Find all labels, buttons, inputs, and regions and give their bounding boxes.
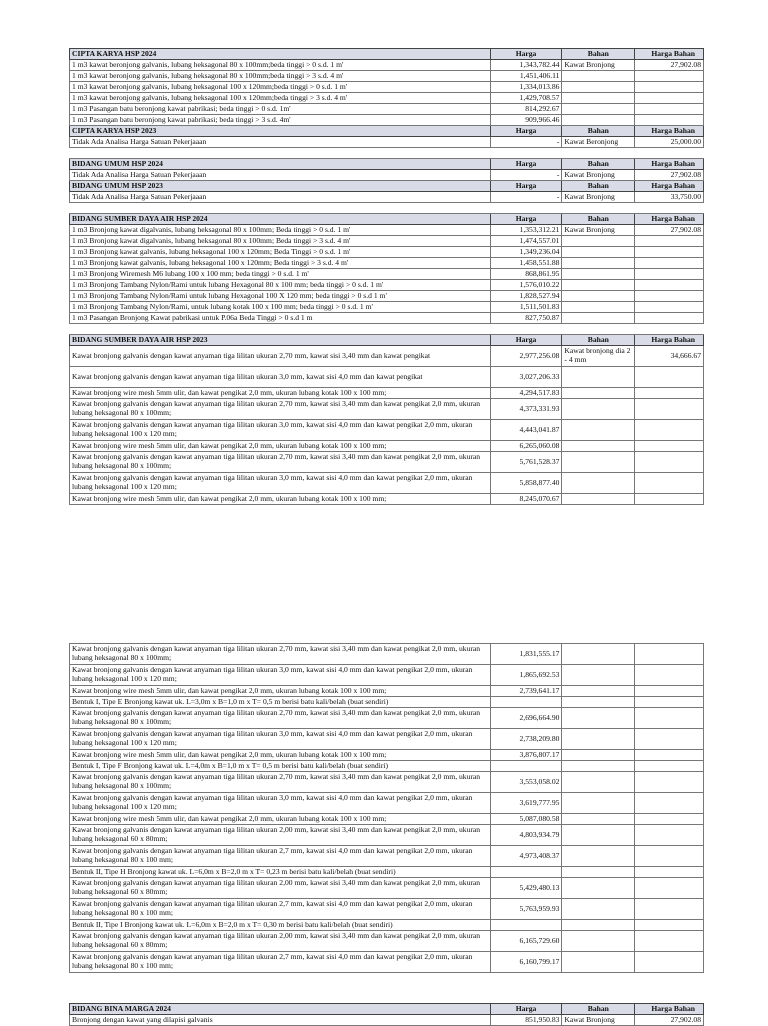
price-cell: 4,973,408.37 bbox=[490, 846, 562, 867]
spacer-cell bbox=[70, 148, 704, 159]
table-row bbox=[70, 137, 704, 148]
table-row bbox=[70, 441, 704, 452]
price-cell: 4,294,517.83 bbox=[490, 388, 562, 399]
description-cell: 1 m3 Pasangan batu beronjong kawat pabrikasi; beda tinggi > 3 s.d. 4m' bbox=[70, 115, 491, 126]
material-cell bbox=[562, 104, 635, 115]
table-row bbox=[70, 93, 704, 104]
description-cell: 1 m3 kawat beronjong galvanis, lubang heksagonal 100 x 120mm;beda tinggi > 3 s.d. 4 m' bbox=[70, 93, 491, 104]
section-header-row bbox=[70, 49, 704, 60]
price-cell: 2,738,209.80 bbox=[490, 729, 562, 750]
price-table-page-1 bbox=[69, 48, 704, 505]
column-header: Bahan bbox=[562, 181, 635, 192]
spacer-cell bbox=[70, 203, 704, 214]
table-row bbox=[70, 388, 704, 399]
description-cell: 1 m3 Bronjong kawat digalvanis, lubang heksagonal 80 x 100mm; Beda tinggi > 0 s.d. 1 m' bbox=[70, 225, 491, 236]
sheet-block-page-2 bbox=[69, 643, 704, 973]
material-cell bbox=[562, 772, 635, 793]
material-price-cell: 33,750.00 bbox=[635, 192, 704, 203]
table-row bbox=[70, 60, 704, 71]
material-cell bbox=[562, 920, 635, 931]
description-cell: 1 m3 kawat beronjong galvanis, lubang heksagonal 100 x 120mm;beda tinggi > 0 s.d. 1 m' bbox=[70, 82, 491, 93]
material-cell bbox=[562, 644, 635, 665]
material-cell: Kawat Bronjong bbox=[562, 192, 635, 203]
description-cell: 1 m3 Bronjong Tambang Nylon/Rami untuk lubang Hexagonal 80 x 100 mm; beda tinggi > 0 s.d. 1 m' bbox=[70, 280, 491, 291]
section-title: CIPTA KARYA HSP 2024 bbox=[70, 49, 491, 60]
table-row bbox=[70, 71, 704, 82]
column-header: Harga Bahan bbox=[635, 49, 704, 60]
material-price-cell bbox=[635, 846, 704, 867]
description-cell: Kawat bronjong galvanis dengan kawat anyaman tiga lilitan ukuran 2,70 mm, kawat sisi 3,40 mm dan kawat pengikat 2,0 mm, ukuran lubang heksagonal 80 x 100mm; bbox=[70, 644, 491, 665]
description-cell: 1 m3 kawat beronjong galvanis, lubang heksagonal 80 x 100mm;beda tinggi > 0 s.d. 1 m' bbox=[70, 60, 491, 71]
material-price-cell bbox=[635, 644, 704, 665]
price-cell: 5,087,080.58 bbox=[490, 814, 562, 825]
section-header-row bbox=[70, 335, 704, 346]
sheet-block-page-1 bbox=[69, 48, 704, 505]
material-cell bbox=[562, 93, 635, 104]
material-price-cell bbox=[635, 269, 704, 280]
material-price-cell bbox=[635, 814, 704, 825]
price-cell: 1,451,406.11 bbox=[490, 71, 562, 82]
section-header-row bbox=[70, 126, 704, 137]
table-row bbox=[70, 772, 704, 793]
table-row bbox=[70, 825, 704, 846]
material-cell bbox=[562, 793, 635, 814]
material-cell bbox=[562, 441, 635, 452]
material-price-cell: 27,902.08 bbox=[635, 1015, 704, 1026]
table-row bbox=[70, 280, 704, 291]
column-header: Harga Bahan bbox=[635, 126, 704, 137]
column-header: Harga Bahan bbox=[635, 214, 704, 225]
description-cell: 1 m3 Bronjong kawat digalvanis, lubang heksagonal 80 x 100mm; Beda tinggi > 3 s.d. 4 m' bbox=[70, 236, 491, 247]
price-cell: - bbox=[490, 137, 562, 148]
material-price-cell bbox=[635, 665, 704, 686]
material-price-cell bbox=[635, 280, 704, 291]
material-cell bbox=[562, 236, 635, 247]
price-cell: 1,334,013.86 bbox=[490, 82, 562, 93]
material-price-cell bbox=[635, 302, 704, 313]
material-cell bbox=[562, 313, 635, 324]
description-cell: Bentuk I, Tipe F Bronjong kawat uk. L=4,0m x B=1,0 m x T= 0,5 m berisi batu kali/belah (buat sendiri) bbox=[70, 761, 491, 772]
material-cell bbox=[562, 367, 635, 388]
description-cell: Kawat bronjong galvanis dengan kawat anyaman tiga lilitan ukuran 3,0 mm, kawat sisi 4,0 mm dan kawat pengikat 2,0 mm, ukuran lubang heksagonal 100 x 120 mm; bbox=[70, 420, 491, 441]
description-cell: Kawat bronjong galvanis dengan kawat anyaman tiga lilitan ukuran 3,0 mm, kawat sisi 4,0 mm dan kawat pengikat 2,0 mm, ukuran lubang heksagonal 100 x 120 mm; bbox=[70, 729, 491, 750]
price-table-page-3 bbox=[69, 1003, 704, 1026]
material-price-cell bbox=[635, 686, 704, 697]
description-cell: 1 m3 Bronjong kawat galvanis, lubang heksagonal 100 x 120mm; Beda tinggi > 3 s.d. 4 m' bbox=[70, 258, 491, 269]
price-cell: 909,966.46 bbox=[490, 115, 562, 126]
material-cell bbox=[562, 420, 635, 441]
price-cell: 1,349,236.04 bbox=[490, 247, 562, 258]
description-cell: 1 m3 Bronjong kawat galvanis, lubang heksagonal 100 x 120mm; Beda Tinggi > 0 s.d. 1 m' bbox=[70, 247, 491, 258]
section-header-row bbox=[70, 214, 704, 225]
material-price-cell bbox=[635, 772, 704, 793]
description-cell: Kawat bronjong galvanis dengan kawat anyaman tiga lilitan ukuran 2,70 mm, kawat sisi 3,40 mm dan kawat pengikat bbox=[70, 346, 491, 367]
material-cell bbox=[562, 708, 635, 729]
price-cell bbox=[490, 761, 562, 772]
column-header: Harga Bahan bbox=[635, 335, 704, 346]
column-header: Harga bbox=[490, 126, 562, 137]
price-cell: 3,876,807.17 bbox=[490, 750, 562, 761]
material-price-cell bbox=[635, 697, 704, 708]
material-cell: Kawat bronjong dia 2 - 4 mm bbox=[562, 346, 635, 367]
material-cell bbox=[562, 899, 635, 920]
price-cell: 4,373,331.93 bbox=[490, 399, 562, 420]
price-cell: 5,858,877.40 bbox=[490, 473, 562, 494]
column-header: Bahan bbox=[562, 49, 635, 60]
material-cell bbox=[562, 952, 635, 973]
material-price-cell bbox=[635, 920, 704, 931]
description-cell: Kawat bronjong galvanis dengan kawat anyaman tiga lilitan ukuran 2,70 mm, kawat sisi 3,40 mm dan kawat pengikat 2,0 mm, ukuran lubang heksagonal 80 x 100mm; bbox=[70, 772, 491, 793]
material-cell bbox=[562, 82, 635, 93]
description-cell: Kawat bronjong galvanis dengan kawat anyaman tiga lilitan ukuran 2,00 mm, kawat sisi 3,40 mm dan kawat pengikat 2,0 mm, ukuran lubang heksagonal 60 x 80mm; bbox=[70, 931, 491, 952]
material-price-cell bbox=[635, 793, 704, 814]
material-cell bbox=[562, 697, 635, 708]
description-cell: Tidak Ada Analisa Harga Satuan Pekerjaaan bbox=[70, 170, 491, 181]
column-header: Bahan bbox=[562, 214, 635, 225]
material-cell bbox=[562, 750, 635, 761]
table-row bbox=[70, 494, 704, 505]
material-cell bbox=[562, 825, 635, 846]
material-cell bbox=[562, 280, 635, 291]
table-row bbox=[70, 225, 704, 236]
description-cell: Kawat bronjong galvanis dengan kawat anyaman tiga lilitan ukuran 2,00 mm, kawat sisi 3,40 mm dan kawat pengikat 2,0 mm, ukuran lubang heksagonal 60 x 80mm; bbox=[70, 878, 491, 899]
material-price-cell: 25,000.00 bbox=[635, 137, 704, 148]
column-header: Harga Bahan bbox=[635, 159, 704, 170]
table-row bbox=[70, 258, 704, 269]
material-price-cell bbox=[635, 104, 704, 115]
material-price-cell bbox=[635, 473, 704, 494]
price-cell: 4,443,041.87 bbox=[490, 420, 562, 441]
description-cell: Kawat bronjong galvanis dengan kawat anyaman tiga lilitan ukuran 2,7 mm, kawat sisi 4,0 mm dan kawat pengikat 2,0 mm, ukuran lubang heksagonal 80 x 100 mm; bbox=[70, 899, 491, 920]
price-cell: 2,696,664.90 bbox=[490, 708, 562, 729]
price-cell: 1,429,708.57 bbox=[490, 93, 562, 104]
material-price-cell bbox=[635, 82, 704, 93]
material-price-cell bbox=[635, 931, 704, 952]
material-cell bbox=[562, 399, 635, 420]
price-cell: 851,950.83 bbox=[490, 1015, 562, 1026]
price-cell: 1,576,010.22 bbox=[490, 280, 562, 291]
price-cell: 5,763,959.93 bbox=[490, 899, 562, 920]
material-price-cell: 34,666.67 bbox=[635, 346, 704, 367]
material-price-cell: 27,902.08 bbox=[635, 60, 704, 71]
material-price-cell bbox=[635, 899, 704, 920]
column-header: Bahan bbox=[562, 126, 635, 137]
material-cell: Kawat Bronjong bbox=[562, 60, 635, 71]
table-row bbox=[70, 878, 704, 899]
table-row bbox=[70, 708, 704, 729]
table-row bbox=[70, 931, 704, 952]
material-cell bbox=[562, 931, 635, 952]
material-price-cell bbox=[635, 258, 704, 269]
material-price-cell bbox=[635, 291, 704, 302]
material-price-cell bbox=[635, 93, 704, 104]
material-cell bbox=[562, 665, 635, 686]
column-header: Harga bbox=[490, 1004, 562, 1015]
column-header: Harga bbox=[490, 335, 562, 346]
material-price-cell bbox=[635, 750, 704, 761]
material-price-cell bbox=[635, 761, 704, 772]
material-cell: Kawat Bronjong bbox=[562, 170, 635, 181]
material-cell bbox=[562, 247, 635, 258]
material-price-cell bbox=[635, 825, 704, 846]
price-cell: - bbox=[490, 192, 562, 203]
spacer-row bbox=[70, 203, 704, 214]
price-cell: 1,865,692.53 bbox=[490, 665, 562, 686]
table-row bbox=[70, 104, 704, 115]
material-price-cell bbox=[635, 388, 704, 399]
description-cell: Kawat bronjong galvanis dengan kawat anyaman tiga lilitan ukuran 2,7 mm, kawat sisi 4,0 mm dan kawat pengikat 2,0 mm, ukuran lubang heksagonal 80 x 100 mm; bbox=[70, 846, 491, 867]
table-row bbox=[70, 644, 704, 665]
table-row bbox=[70, 82, 704, 93]
table-row bbox=[70, 814, 704, 825]
section-title: BIDANG BINA MARGA 2024 bbox=[70, 1004, 491, 1015]
material-price-cell bbox=[635, 71, 704, 82]
table-row bbox=[70, 920, 704, 931]
table-row bbox=[70, 302, 704, 313]
material-price-cell bbox=[635, 399, 704, 420]
section-title: BIDANG UMUM HSP 2024 bbox=[70, 159, 491, 170]
table-row bbox=[70, 793, 704, 814]
material-cell bbox=[562, 729, 635, 750]
material-cell bbox=[562, 115, 635, 126]
material-cell bbox=[562, 452, 635, 473]
price-table-page-2 bbox=[69, 643, 704, 973]
price-cell: 814,292.67 bbox=[490, 104, 562, 115]
material-cell bbox=[562, 878, 635, 899]
description-cell: Kawat bronjong galvanis dengan kawat anyaman tiga lilitan ukuran 2,70 mm, kawat sisi 3,40 mm dan kawat pengikat 2,0 mm, ukuran lubang heksagonal 80 x 100mm; bbox=[70, 708, 491, 729]
column-header: Bahan bbox=[562, 335, 635, 346]
column-header: Harga bbox=[490, 214, 562, 225]
price-cell bbox=[490, 697, 562, 708]
material-cell bbox=[562, 846, 635, 867]
section-header-row bbox=[70, 159, 704, 170]
table-row bbox=[70, 665, 704, 686]
description-cell: 1 m3 Bronjong Wiremesh M6 lubang 100 x 100 mm; beda tinggi > 0 s.d. 1 m' bbox=[70, 269, 491, 280]
table-row bbox=[70, 236, 704, 247]
price-cell: 1,828,527.94 bbox=[490, 291, 562, 302]
table-row bbox=[70, 867, 704, 878]
table-row bbox=[70, 729, 704, 750]
material-cell bbox=[562, 686, 635, 697]
description-cell: Kawat bronjong galvanis dengan kawat anyaman tiga lilitan ukuran 2,70 mm, kawat sisi 3,40 mm dan kawat pengikat 2,0 mm, ukuran lubang heksagonal 80 x 100mm; bbox=[70, 452, 491, 473]
description-cell: Tidak Ada Analisa Harga Satuan Pekerjaaan bbox=[70, 137, 491, 148]
material-cell bbox=[562, 494, 635, 505]
description-cell: Kawat bronjong galvanis dengan kawat anyaman tiga lilitan ukuran 3,0 mm, kawat sisi 4,0 mm dan kawat pengikat 2,0 mm, ukuran lubang heksagonal 100 x 120 mm; bbox=[70, 473, 491, 494]
price-cell: 4,803,934.79 bbox=[490, 825, 562, 846]
section-title: BIDANG SUMBER DAYA AIR HSP 2023 bbox=[70, 335, 491, 346]
price-cell: 3,553,058.02 bbox=[490, 772, 562, 793]
description-cell: 1 m3 kawat beronjong galvanis, lubang heksagonal 80 x 100mm;beda tinggi > 3 s.d. 4 m' bbox=[70, 71, 491, 82]
material-cell: Kawat Bronjong bbox=[562, 1015, 635, 1026]
price-cell bbox=[490, 867, 562, 878]
description-cell: 1 m3 Bronjong Tambang Nylon/Rami, untuk lubang kotak 100 x 100 mm; beda tinggi > 0 s.d. 1 m' bbox=[70, 302, 491, 313]
price-cell: 6,160,799.17 bbox=[490, 952, 562, 973]
material-cell bbox=[562, 867, 635, 878]
material-price-cell bbox=[635, 452, 704, 473]
table-row bbox=[70, 170, 704, 181]
table-row bbox=[70, 750, 704, 761]
material-price-cell bbox=[635, 952, 704, 973]
material-cell: Kawat Beronjong bbox=[562, 137, 635, 148]
table-row bbox=[70, 761, 704, 772]
price-cell: 1,511,501.83 bbox=[490, 302, 562, 313]
material-cell: Kawat Bronjong bbox=[562, 225, 635, 236]
material-cell bbox=[562, 269, 635, 280]
material-price-cell bbox=[635, 313, 704, 324]
spacer-row bbox=[70, 148, 704, 159]
table-row bbox=[70, 952, 704, 973]
price-cell: 8,245,070.67 bbox=[490, 494, 562, 505]
price-cell: 1,474,557.01 bbox=[490, 236, 562, 247]
material-price-cell bbox=[635, 367, 704, 388]
material-price-cell bbox=[635, 878, 704, 899]
material-price-cell bbox=[635, 115, 704, 126]
price-cell: 868,861.95 bbox=[490, 269, 562, 280]
column-header: Harga bbox=[490, 181, 562, 192]
price-cell: 827,750.87 bbox=[490, 313, 562, 324]
material-price-cell: 27,902.08 bbox=[635, 170, 704, 181]
material-price-cell bbox=[635, 420, 704, 441]
material-cell bbox=[562, 761, 635, 772]
price-cell: 6,165,729.60 bbox=[490, 931, 562, 952]
description-cell: 1 m3 Pasangan batu beronjong kawat pabrikasi; beda tinggi > 0 s.d. 1m' bbox=[70, 104, 491, 115]
table-row bbox=[70, 899, 704, 920]
price-cell: 3,027,206.33 bbox=[490, 367, 562, 388]
description-cell: Tidak Ada Analisa Harga Satuan Pekerjaaan bbox=[70, 192, 491, 203]
column-header: Bahan bbox=[562, 1004, 635, 1015]
section-header-row bbox=[70, 1004, 704, 1015]
material-cell bbox=[562, 302, 635, 313]
description-cell: Kawat bronjong galvanis dengan kawat anyaman tiga lilitan ukuran 3,0 mm, kawat sisi 4,0 mm dan kawat pengikat 2,0 mm, ukuran lubang heksagonal 100 x 120 mm; bbox=[70, 793, 491, 814]
price-cell: 2,739,641.17 bbox=[490, 686, 562, 697]
spacer-row bbox=[70, 324, 704, 335]
description-cell: Kawat bronjong wire mesh 5mm ulir, dan kawat pengikat 2,0 mm, ukuran lubang kotak 100 x 100 mm; bbox=[70, 441, 491, 452]
price-cell: 3,619,777.95 bbox=[490, 793, 562, 814]
material-cell bbox=[562, 814, 635, 825]
description-cell: Kawat bronjong wire mesh 5mm ulir, dan kawat pengikat 2,0 mm, ukuran lubang kotak 100 x 100 mm; bbox=[70, 686, 491, 697]
price-cell: 1,343,782.44 bbox=[490, 60, 562, 71]
material-price-cell bbox=[635, 867, 704, 878]
description-cell: Kawat bronjong galvanis dengan kawat anyaman tiga lilitan ukuran 3,0 mm, kawat sisi 4,0 mm dan kawat pengikat bbox=[70, 367, 491, 388]
description-cell: Kawat bronjong wire mesh 5mm ulir, dan kawat pengikat 2,0 mm, ukuran lubang kotak 100 x 100 mm; bbox=[70, 494, 491, 505]
column-header: Harga bbox=[490, 159, 562, 170]
description-cell: Bentuk I, Tipe E Bronjong kawat uk. L=3,0m x B=1,0 m x T= 0,5 m berisi batu kali/belah (buat sendiri) bbox=[70, 697, 491, 708]
table-row bbox=[70, 697, 704, 708]
table-row bbox=[70, 247, 704, 258]
price-cell: 2,977,256.08 bbox=[490, 346, 562, 367]
material-cell bbox=[562, 388, 635, 399]
price-cell: 5,761,528.37 bbox=[490, 452, 562, 473]
material-price-cell bbox=[635, 441, 704, 452]
table-row bbox=[70, 269, 704, 280]
price-cell: 6,265,060.08 bbox=[490, 441, 562, 452]
description-cell: Bentuk II, Tipe H Bronjong kawat uk. L=6,0m x B=2,0 m x T= 0,23 m berisi batu kali/belah (buat sendiri) bbox=[70, 867, 491, 878]
price-cell: - bbox=[490, 170, 562, 181]
table-row bbox=[70, 192, 704, 203]
price-cell: 5,429,480.13 bbox=[490, 878, 562, 899]
description-cell: Kawat bronjong wire mesh 5mm ulir, dan kawat pengikat 2,0 mm, ukuran lubang kotak 100 x 100 mm; bbox=[70, 814, 491, 825]
price-cell: 1,831,555.17 bbox=[490, 644, 562, 665]
material-cell bbox=[562, 473, 635, 494]
section-title: BIDANG UMUM HSP 2023 bbox=[70, 181, 491, 192]
table-row bbox=[70, 846, 704, 867]
material-price-cell bbox=[635, 247, 704, 258]
column-header: Harga Bahan bbox=[635, 181, 704, 192]
description-cell: Kawat bronjong wire mesh 5mm ulir, dan kawat pengikat 2,0 mm, ukuran lubang kotak 100 x 100 mm; bbox=[70, 750, 491, 761]
description-cell: 1 m3 Pasangan Bronjong Kawat pabrikasi untuk P.06a Beda Tinggi > 0 s.d 1 m bbox=[70, 313, 491, 324]
description-cell: Bentuk II, Tipe I Bronjong kawat uk. L=6,0m x B=2,0 m x T= 0,30 m berisi batu kali/belah (buat sendiri) bbox=[70, 920, 491, 931]
section-title: CIPTA KARYA HSP 2023 bbox=[70, 126, 491, 137]
material-cell bbox=[562, 258, 635, 269]
column-header: Bahan bbox=[562, 159, 635, 170]
description-cell: Kawat bronjong galvanis dengan kawat anyaman tiga lilitan ukuran 3,0 mm, kawat sisi 4,0 mm dan kawat pengikat 2,0 mm, ukuran lubang heksagonal 100 x 120 mm; bbox=[70, 665, 491, 686]
table-row bbox=[70, 473, 704, 494]
table-row bbox=[70, 313, 704, 324]
description-cell: Kawat bronjong galvanis dengan kawat anyaman tiga lilitan ukuran 2,70 mm, kawat sisi 3,40 mm dan kawat pengikat 2,0 mm, ukuran lubang heksagonal 80 x 100mm; bbox=[70, 399, 491, 420]
spacer-cell bbox=[70, 324, 704, 335]
price-cell: 1,353,312.21 bbox=[490, 225, 562, 236]
table-row bbox=[70, 399, 704, 420]
table-row bbox=[70, 420, 704, 441]
material-price-cell bbox=[635, 708, 704, 729]
material-cell bbox=[562, 291, 635, 302]
description-cell: 1 m3 Bronjong Tambang Nylon/Rami untuk lubang Hexagonal 100 X 120 mm; beda tinggi > 0 s.d 1 m' bbox=[70, 291, 491, 302]
table-row bbox=[70, 686, 704, 697]
price-cell bbox=[490, 920, 562, 931]
description-cell: Kawat bronjong galvanis dengan kawat anyaman tiga lilitan ukuran 2,7 mm, kawat sisi 4,0 mm dan kawat pengikat 2,0 mm, ukuran lubang heksagonal 80 x 100 mm; bbox=[70, 952, 491, 973]
column-header: Harga Bahan bbox=[635, 1004, 704, 1015]
table-row bbox=[70, 452, 704, 473]
description-cell: Kawat bronjong galvanis dengan kawat anyaman tiga lilitan ukuran 2,00 mm, kawat sisi 3,40 mm dan kawat pengikat 2,0 mm, ukuran lubang heksagonal 60 x 80mm; bbox=[70, 825, 491, 846]
table-row bbox=[70, 115, 704, 126]
table-row bbox=[70, 291, 704, 302]
material-price-cell bbox=[635, 729, 704, 750]
section-title: BIDANG SUMBER DAYA AIR HSP 2024 bbox=[70, 214, 491, 225]
table-row bbox=[70, 367, 704, 388]
description-cell: Kawat bronjong wire mesh 5mm ulir, dan kawat pengikat 2,0 mm, ukuran lubang kotak 100 x 100 mm; bbox=[70, 388, 491, 399]
material-price-cell bbox=[635, 494, 704, 505]
price-cell: 1,458,551.88 bbox=[490, 258, 562, 269]
section-header-row bbox=[70, 181, 704, 192]
material-price-cell bbox=[635, 236, 704, 247]
description-cell: Bronjong dengan kawat yang dilapisi galvanis bbox=[70, 1015, 491, 1026]
column-header: Harga bbox=[490, 49, 562, 60]
sheet-block-page-3 bbox=[69, 1003, 704, 1026]
material-price-cell: 27,902.08 bbox=[635, 225, 704, 236]
material-cell bbox=[562, 71, 635, 82]
table-row bbox=[70, 346, 704, 367]
